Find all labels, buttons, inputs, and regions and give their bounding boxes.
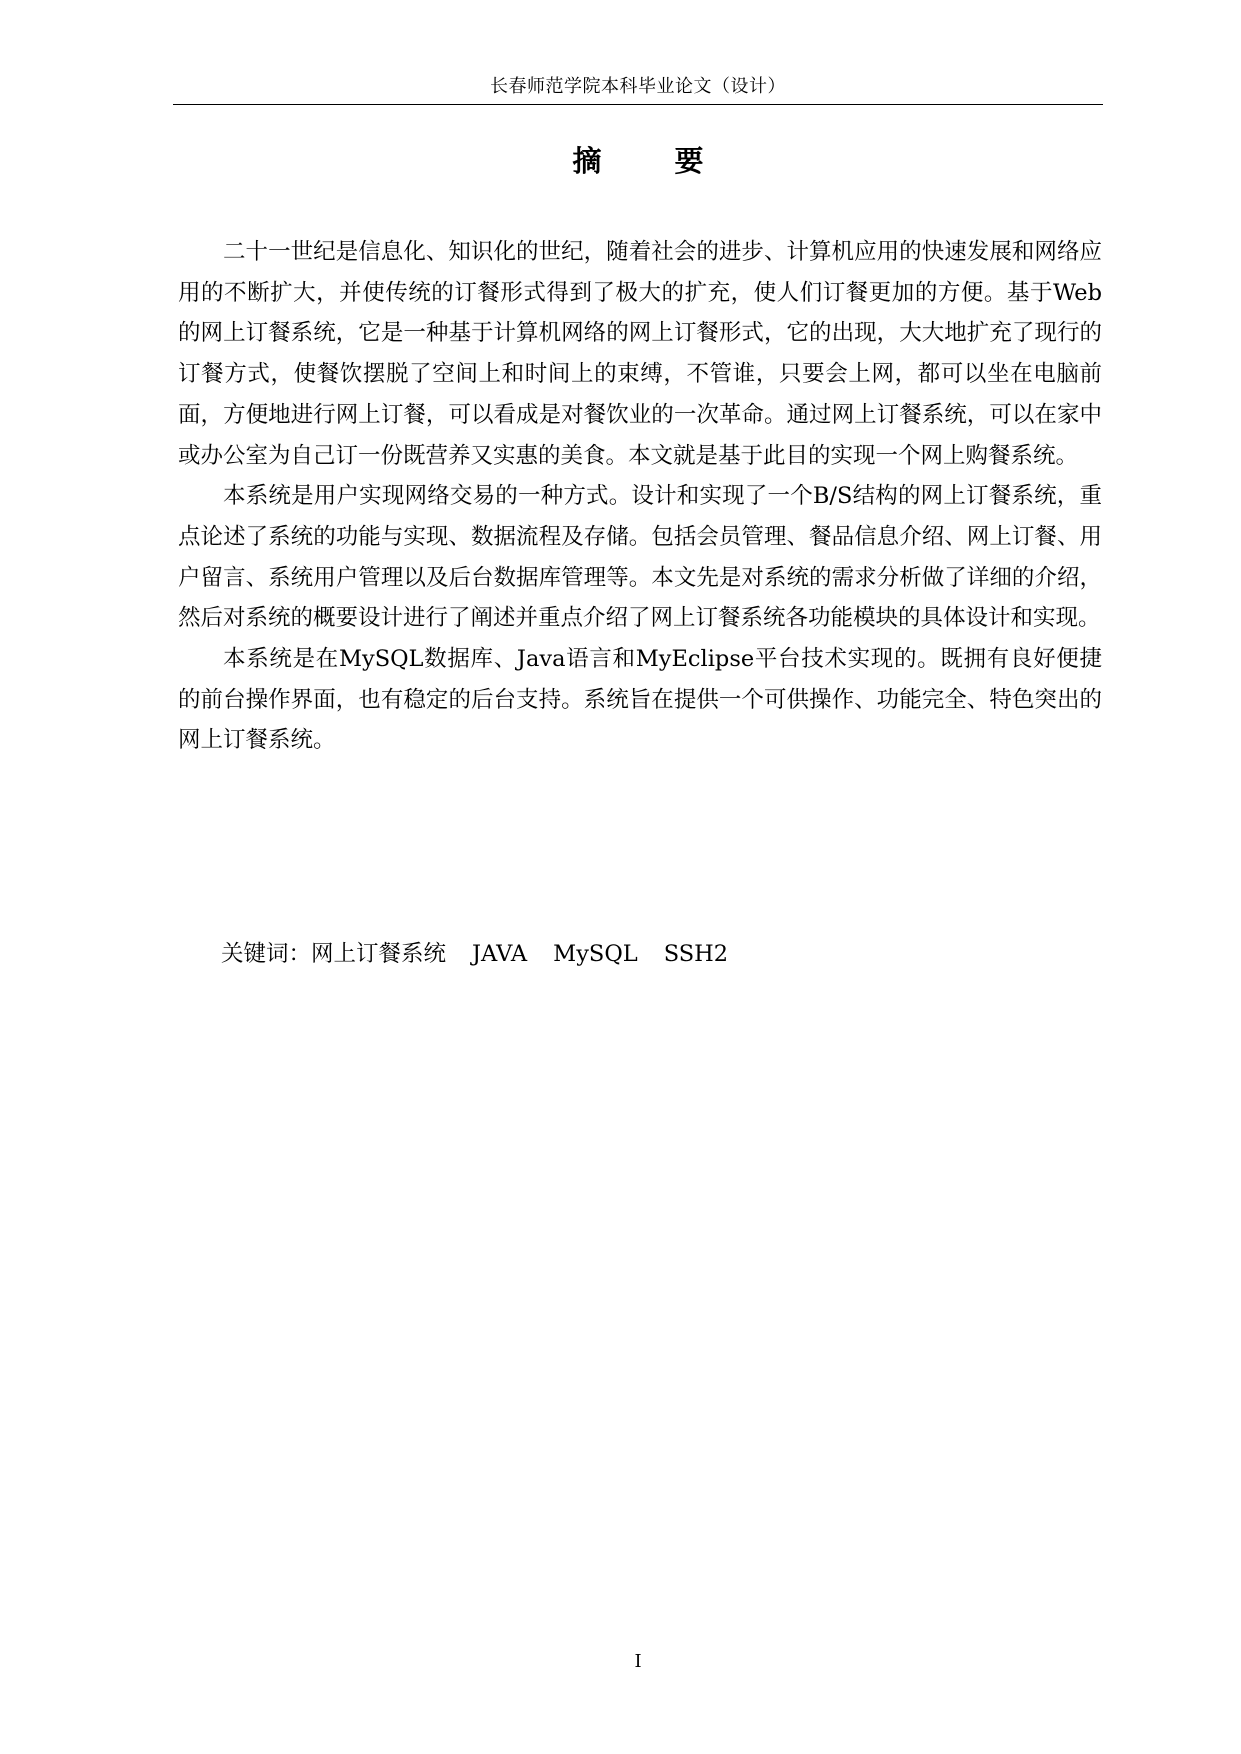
page-number: I [634, 1651, 642, 1672]
keyword-item: SSH2 [663, 941, 729, 967]
keywords-line [221, 937, 1101, 971]
header-divider [173, 104, 1103, 105]
abstract-paragraph-1: 二十一世纪是信息化、知识化的世纪，随着社会的进步、计算机应用的快速发展和网络应用的不断扩大，并使传统的订餐形式得到了极大的扩充，使人们订餐更加的方便。基于Web的网上订餐系统，它是一种基于计算机网络的网上订餐形式，它的出现，大大地扩充了现行的订餐方式，使餐饮摆脱了空间上和时间上的束缚，不管谁，只要会上网，都可以坐在电脑前面，方便地进行网上订餐，可以看成是对餐饮业的一次革命。通过网上订餐系统，可以在家中或办公室为自己订一份既营养又实惠的美食。本文就是基于此目的实现一个网上购餐系统。 [178, 239, 1102, 469]
abstract-title: 摘 要 [572, 144, 726, 178]
keyword-item: MySQL [553, 941, 638, 967]
abstract-body [178, 232, 1102, 761]
keyword-item: 网上订餐系统 [311, 941, 447, 967]
keywords-label: 关键词： [221, 941, 312, 967]
abstract-paragraph-3: 本系统是在MySQL数据库、Java语言和MyEclipse平台技术实现的。既拥有良好便捷的前台操作界面，也有稳定的后台支持。系统旨在提供一个可供操作、功能完全、特色突出的网上订餐系统。 [178, 646, 1102, 754]
abstract-paragraph-2: 本系统是用户实现网络交易的一种方式。设计和实现了一个B/S结构的网上订餐系统，重点论述了系统的功能与实现、数据流程及存储。包括会员管理、餐品信息介绍、网上订餐、用户留言、系统用户管理以及后台数据库管理等。本文先是对系统的需求分析做了详细的介绍，然后对系统的概要设计进行了阐述并重点介绍了网上订餐系统各功能模块的具体设计和实现。 [178, 483, 1102, 632]
running-header: 长春师范学院本科毕业论文（设计） [490, 76, 786, 97]
keyword-item: JAVA [472, 941, 528, 967]
